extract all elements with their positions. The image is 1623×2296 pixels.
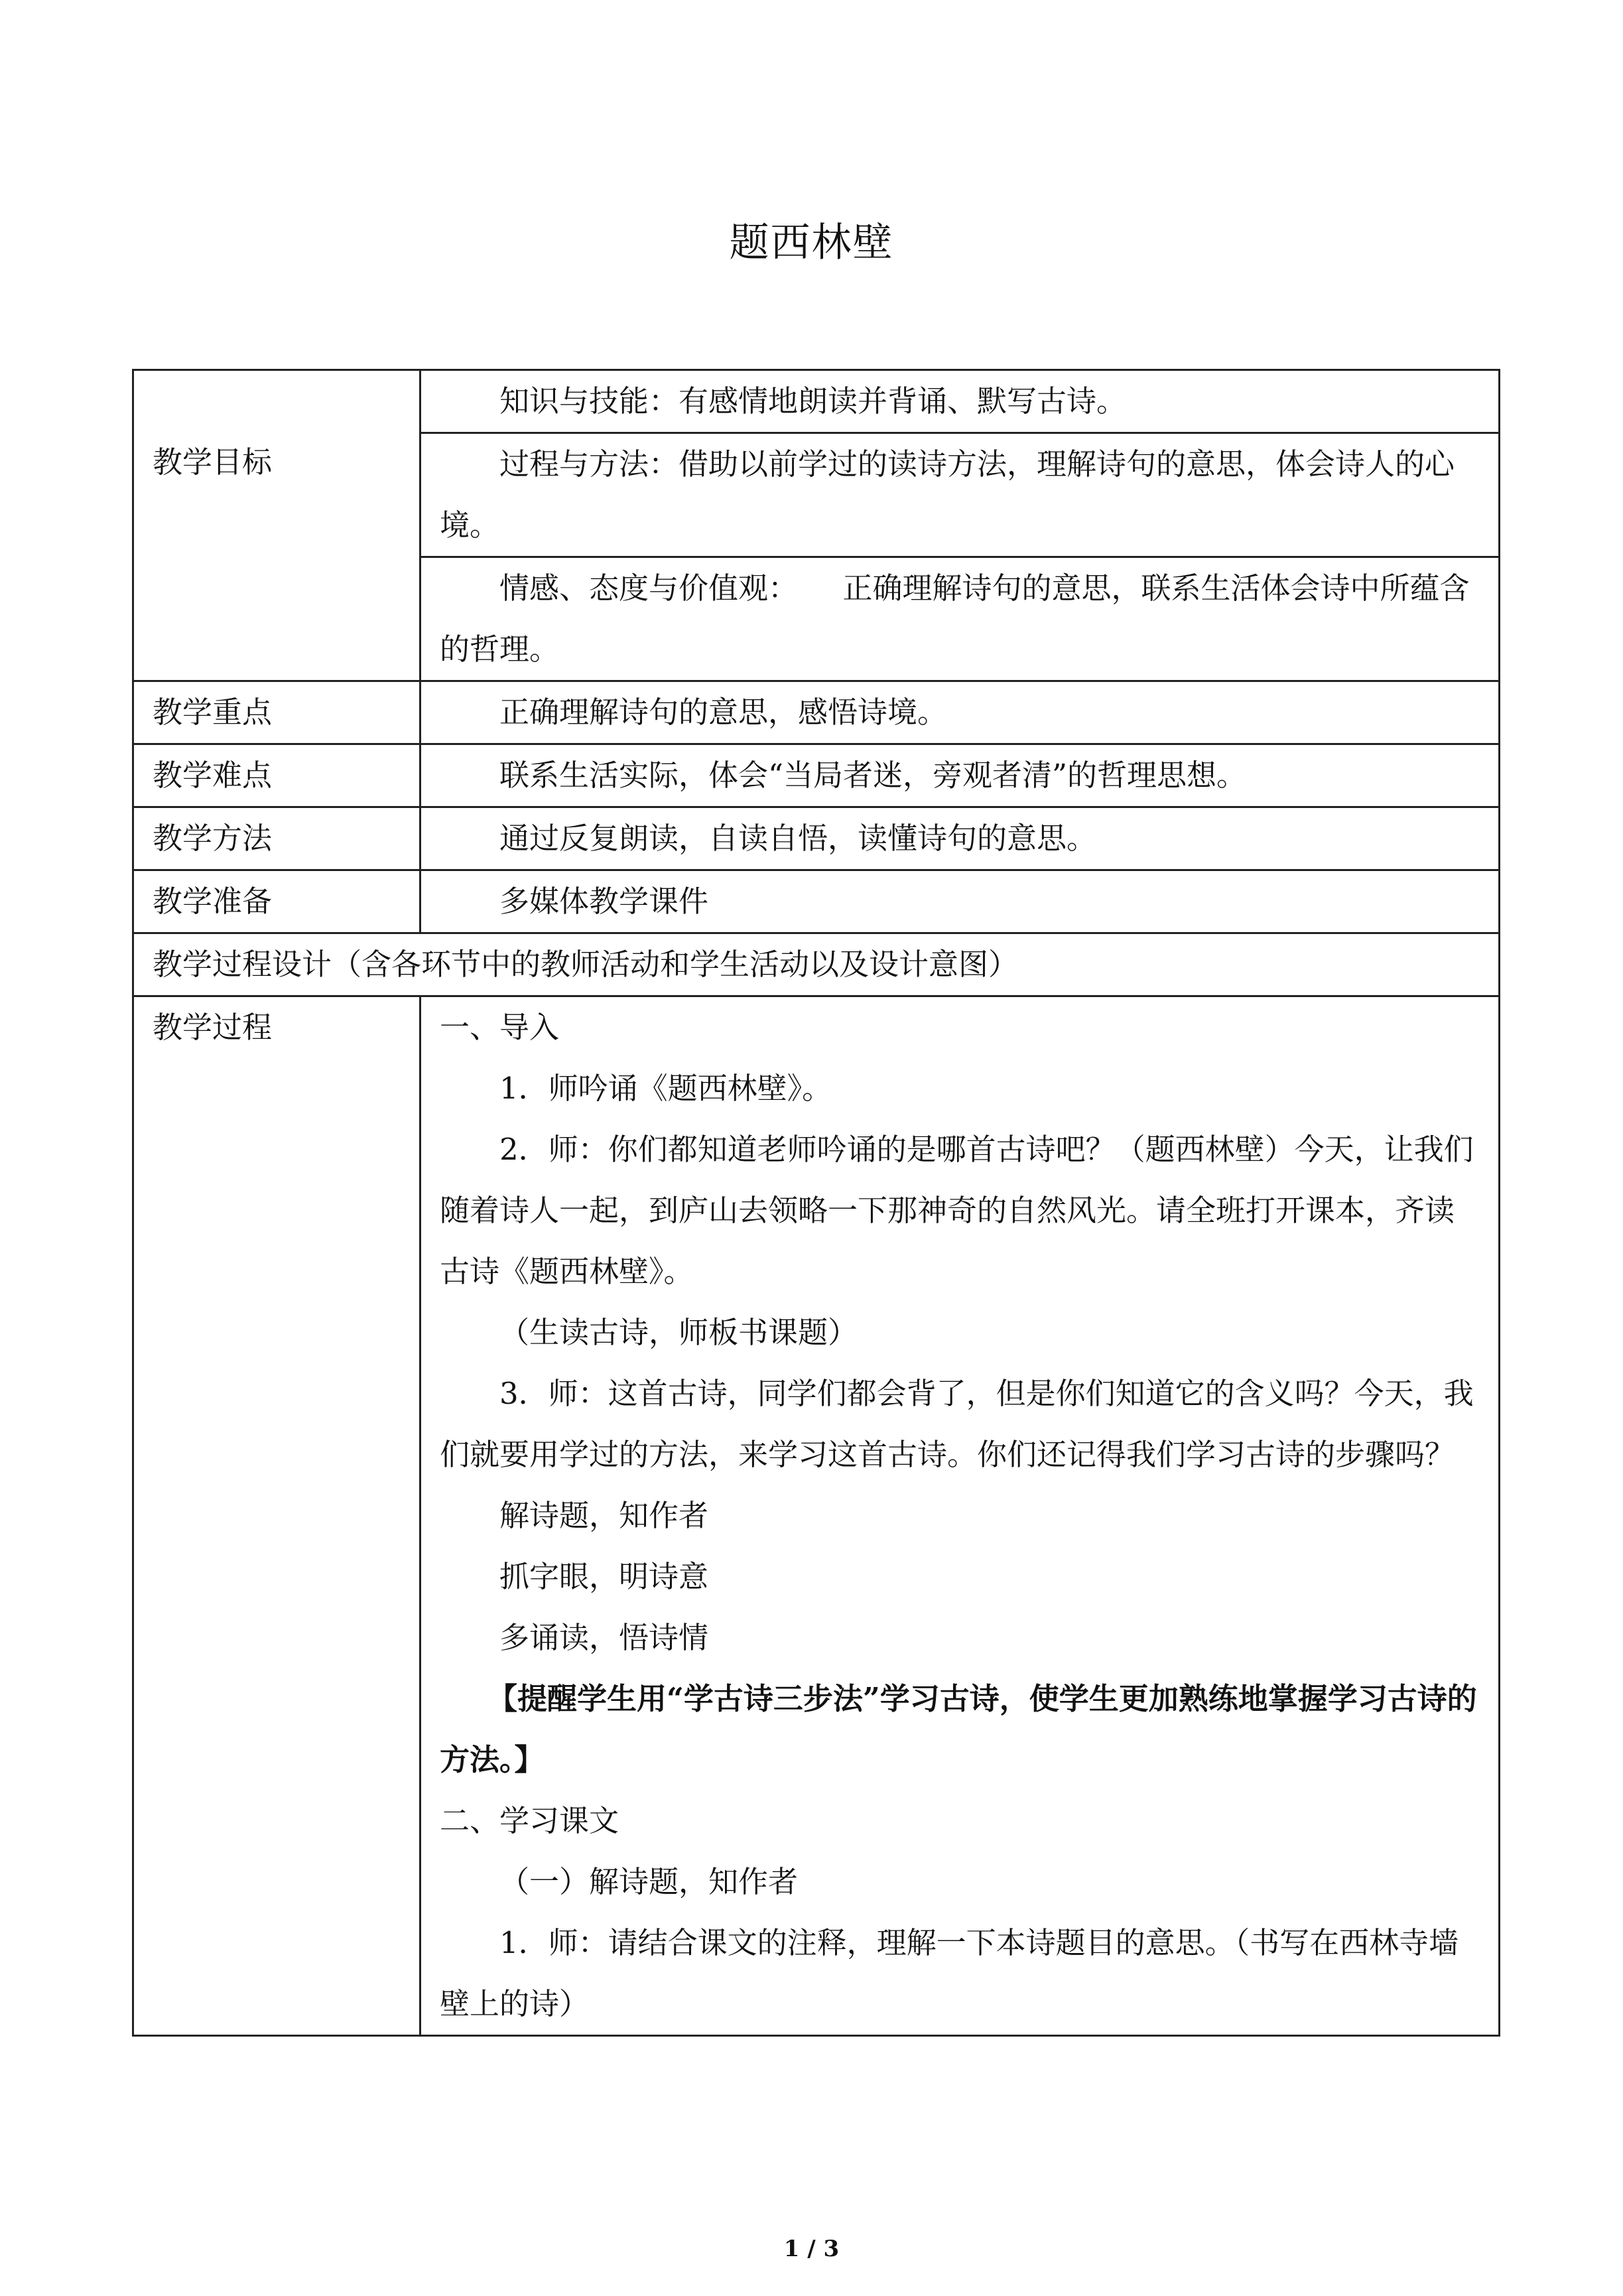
method-cell [421,807,1500,870]
page-number: 1 / 3 [783,2236,840,2262]
goals-row-knowledge [133,370,1500,433]
process-row [133,996,1500,2036]
difficulty-label: 教学难点 [133,744,421,807]
process-paragraph: 二、学习课文 [440,1803,619,1838]
difficulty-text: 联系生活实际，体会“当局者迷，旁观者清”的哲理思想。 [499,758,1247,793]
process-paragraph: （一）解诗题，知作者 [499,1864,799,1899]
process-paragraph: 多诵读，悟诗情 [499,1620,709,1655]
key-points-label: 教学重点 [133,681,421,744]
method-row [133,807,1500,870]
process-paragraph: 1．师吟诵《题西林壁》。 [499,1071,832,1106]
process-paragraph: 1．师：请结合课文的注释，理解一下本诗题目的意思。（书写在西林寺墙壁上的诗） [440,1925,1459,2021]
preparation-label: 教学准备 [133,870,421,933]
goals-emotion-text: 情感、态度与价值观： 正确理解诗句的意思，联系生活体会诗中所蕴含的哲理。 [440,571,1470,667]
process-paragraph: 3．师：这首古诗，同学们都会背了，但是你们知道它的含义吗？今天，我们就要用学过的方法，来学习这首古诗。你们还记得我们学习古诗的步骤吗？ [440,1376,1474,1472]
process-paragraph: （生读古诗，师板书课题） [499,1315,858,1350]
difficulty-row [133,744,1500,807]
process-paragraph: 一、导入 [440,1010,560,1045]
preparation-row [133,870,1500,933]
goals-label-cell [133,370,421,681]
process-paragraph-note: 【提醒学生用“学古诗三步法”学习古诗，使学生更加熟练地掌握学习古诗的方法。】 [440,1681,1477,1777]
goals-process-text: 过程与方法：借助以前学过的读诗方法，理解诗句的意思，体会诗人的心境。 [440,446,1455,543]
process-cell [421,996,1500,2036]
preparation-cell [421,870,1500,933]
key-points-row [133,681,1500,744]
process-label: 教学过程 [133,996,421,2036]
method-label: 教学方法 [133,807,421,870]
goals-label: 教学目标 [153,444,273,480]
goals-knowledge-text: 知识与技能：有感情地朗读并背诵、默写古诗。 [499,383,1127,419]
key-points-cell [421,681,1500,744]
process-paragraph: 抓字眼，明诗意 [499,1559,709,1594]
goals-knowledge-cell [421,370,1500,433]
goals-emotion-cell [421,557,1500,681]
design-header: 教学过程设计（含各环节中的教师活动和学生活动以及设计意图） [133,933,1500,996]
process-paragraph: 2．师：你们都知道老师吟诵的是哪首古诗吧？（题西林壁）今天，让我们随着诗人一起，到庐山去领略一下那神奇的自然风光。请全班打开课本，齐读古诗《题西林壁》。 [440,1132,1474,1289]
process-paragraph: 解诗题，知作者 [499,1498,709,1533]
method-text: 通过反复朗读，自读自悟，读懂诗句的意思。 [499,821,1097,856]
difficulty-cell [421,744,1500,807]
key-points-text: 正确理解诗句的意思，感悟诗境。 [499,695,948,730]
document-title: 题西林壁 [729,220,894,266]
lesson-plan-table [132,369,1500,2037]
design-header-row [133,933,1500,996]
goals-process-cell [421,433,1500,557]
preparation-text: 多媒体教学课件 [499,884,709,919]
